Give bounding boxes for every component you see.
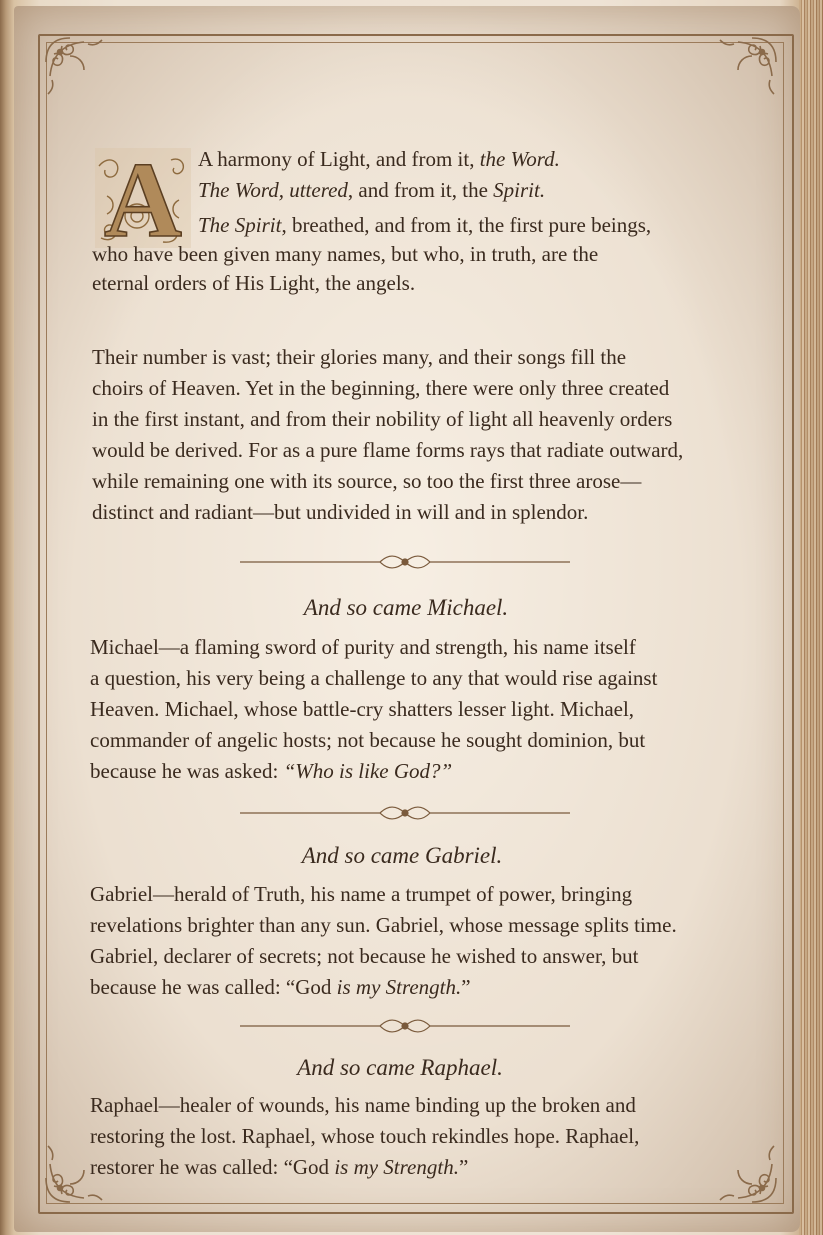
text-line: distinct and radiant—but undivided in will and in splendor. bbox=[92, 500, 589, 524]
ornamental-divider bbox=[230, 552, 580, 572]
text-line bbox=[92, 268, 823, 299]
text-run: eternal orders of His Light, the angels. bbox=[92, 271, 416, 295]
corner-flourish-icon bbox=[702, 32, 782, 112]
text-run: Raphael—healer of wounds, his name binding up the broken and bbox=[90, 1093, 636, 1117]
text-line: while remaining one with its source, so too the first three arose— bbox=[92, 469, 642, 493]
text-line bbox=[90, 725, 754, 756]
text-run: , breathed, and from it, the first pure beings, bbox=[281, 213, 652, 237]
text-run: Heaven. Michael, whose battle-cry shatters lesser light. Michael, bbox=[90, 697, 635, 721]
illuminated-dropcap bbox=[93, 146, 193, 250]
text-line bbox=[90, 756, 754, 787]
text-run: A harmony of Light, and from it, bbox=[198, 147, 480, 171]
italic-run: The Word, uttered bbox=[198, 178, 348, 202]
text-line bbox=[90, 941, 754, 972]
raphael-paragraph bbox=[90, 1090, 754, 1183]
italic-run: the Word. bbox=[479, 147, 560, 171]
text-run: commander of angelic hosts; not because he sought dominion, but bbox=[90, 728, 646, 752]
text-run: revelations brighter than any sun. Gabriel, whose message splits time. bbox=[90, 913, 677, 937]
ornamental-divider bbox=[230, 803, 580, 823]
text-line bbox=[198, 210, 823, 241]
text-run: Gabriel—herald of Truth, his name a trumpet of power, bringing bbox=[90, 882, 633, 906]
text-line: would be derived. For as a pure flame forms rays that radiate outward, bbox=[92, 438, 684, 462]
text-run: Gabriel, declarer of secrets; not because he wished to answer, but bbox=[90, 944, 639, 968]
text-line bbox=[90, 1121, 754, 1152]
text-line bbox=[90, 910, 754, 941]
italic-run: Spirit. bbox=[493, 178, 546, 202]
creation-paragraph bbox=[92, 342, 756, 528]
michael-paragraph bbox=[90, 632, 754, 787]
corner-flourish-icon bbox=[40, 32, 120, 112]
italic-run: “Who is like God?” bbox=[283, 759, 453, 783]
text-run: , and from it, the bbox=[347, 178, 494, 202]
text-run: because he was asked: bbox=[90, 759, 284, 783]
text-run: Michael—a flaming sword of purity and strength, his name itself bbox=[90, 635, 636, 659]
heading-gabriel: And so came Gabriel. bbox=[301, 843, 503, 868]
heading-michael: And so came Michael. bbox=[303, 595, 509, 620]
text-run: a question, his very being a challenge to any that would rise against bbox=[90, 666, 658, 690]
italic-run: is my Strength. bbox=[336, 975, 462, 999]
text-run: who have been given many names, but who, in truth, are the bbox=[92, 242, 599, 266]
text-run: ” bbox=[461, 975, 471, 999]
text-run: restoring the lost. Raphael, whose touch rekindles hope. Raphael, bbox=[90, 1124, 640, 1148]
text-line bbox=[90, 632, 754, 663]
text-line: in the first instant, and from their nobility of light all heavenly orders bbox=[92, 407, 673, 431]
intro-paragraph bbox=[92, 144, 823, 299]
text-line bbox=[90, 1152, 754, 1183]
text-run: because he was called: “God bbox=[90, 975, 337, 999]
italic-run: The Spirit bbox=[198, 213, 282, 237]
dropcap-letter: A bbox=[104, 146, 182, 250]
heading-raphael: And so came Raphael. bbox=[297, 1055, 503, 1080]
text-line bbox=[198, 144, 823, 175]
ornamental-divider bbox=[230, 1016, 580, 1036]
text-line bbox=[198, 175, 823, 206]
text-line: Their number is vast; their glories many, and their songs fill the bbox=[92, 345, 627, 369]
italic-run: is my Strength. bbox=[334, 1155, 459, 1179]
text-line bbox=[90, 663, 754, 694]
text-run: restorer he was called: “God bbox=[90, 1155, 335, 1179]
gabriel-paragraph bbox=[90, 879, 754, 1003]
text-line bbox=[92, 239, 823, 270]
text-run: ” bbox=[458, 1155, 469, 1179]
text-line bbox=[90, 694, 754, 725]
text-line: choirs of Heaven. Yet in the beginning, there were only three created bbox=[92, 376, 670, 400]
text-line bbox=[90, 972, 754, 1003]
text-line bbox=[90, 879, 754, 910]
text-line bbox=[90, 1090, 754, 1121]
